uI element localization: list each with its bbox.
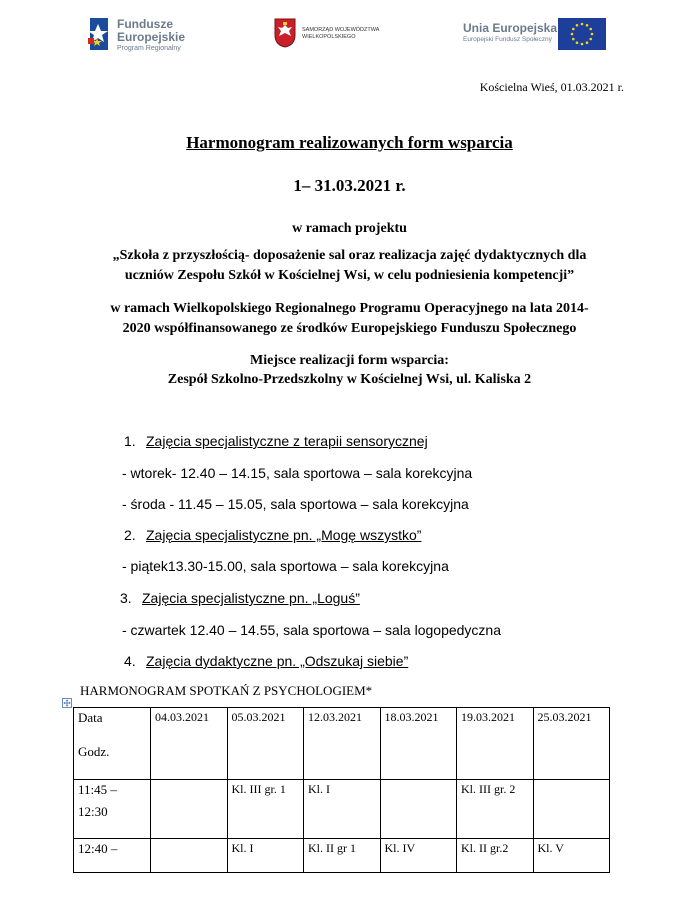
project-intro: w ramach projektu: [292, 221, 407, 236]
table-row: [74, 839, 610, 873]
wielkopolska-logo: [274, 18, 384, 58]
corner-time-label: Godz.: [78, 744, 110, 759]
time-start: 12:40 –: [78, 841, 118, 856]
table-move-handle-icon[interactable]: [62, 698, 72, 708]
time-end: 12:30: [78, 804, 108, 819]
item-number: 2.: [124, 527, 136, 543]
corner-cell: [74, 708, 151, 780]
item-4-heading: [124, 653, 408, 669]
date-header: 25.03.2021: [533, 708, 610, 780]
document-title-text: Harmonogram realizowanych form wsparcia: [186, 133, 513, 152]
item-1-line-1: - wtorek- 12.40 – 14.15, sala sportowa – sala korekcyjna: [122, 465, 473, 481]
date-header: 04.03.2021: [151, 708, 228, 780]
logo-bar: [0, 12, 699, 62]
class-cell: [533, 780, 610, 839]
project-name-line1: „Szkoła z przyszłością- doposażenie sal oraz realizacja zajęć dydaktycznych dla: [112, 248, 587, 263]
class-cell: Kl. III gr. 2: [457, 780, 534, 839]
fe-star-icon: [88, 16, 112, 54]
item-1-heading: [124, 433, 428, 449]
schedule-title: HARMONOGRAM SPOTKAŃ Z PSYCHOLOGIEM*: [80, 683, 373, 698]
item-3-heading: [120, 590, 360, 606]
eu-flag-icon: [558, 18, 606, 50]
class-cell: Kl. V: [533, 839, 610, 873]
place-date: Kościelna Wieś, 01.03.2021 r.: [479, 80, 624, 94]
schedule-table: [73, 707, 610, 873]
corner-date-label: Data: [78, 710, 103, 725]
ue-line2: Europejski Fundusz Społeczny: [463, 36, 552, 43]
item-1-line-2: - środa - 11.45 – 15.05, sala sportowa – sala korekcyjna: [122, 496, 469, 512]
item-title: Zajęcia specjalistyczne pn. „Loguś”: [142, 590, 360, 606]
class-cell: Kl. II gr.2: [457, 839, 534, 873]
table-header-row: [74, 708, 610, 780]
item-number: 1.: [124, 433, 136, 449]
fe-line1: Fundusze: [117, 17, 173, 31]
date-header: 12.03.2021: [304, 708, 381, 780]
document-title: [0, 133, 699, 153]
class-cell: [151, 839, 228, 873]
item-number: 3.: [120, 590, 132, 606]
class-cell: [151, 780, 228, 839]
time-cell: [74, 839, 151, 873]
program-line2: 2020 współfinansowanego ze środków Europejskiego Funduszu Społecznego: [122, 321, 577, 336]
date-header: 18.03.2021: [380, 708, 457, 780]
fundusze-europejskie-logo: [88, 16, 198, 60]
place-value: Zespół Szkolno-Przedszkolny w Kościelnej Wsi, ul. Kaliska 2: [167, 372, 532, 387]
place-label: Miejsce realizacji form wsparcia:: [250, 353, 449, 368]
table-row: [74, 780, 610, 839]
class-cell: Kl. I: [227, 839, 304, 873]
ue-line1: Unia Europejska: [463, 21, 558, 35]
class-cell: Kl. IV: [380, 839, 457, 873]
item-title: Zajęcia specjalistyczne z terapii sensorycznej: [146, 433, 428, 449]
time-cell: [74, 780, 151, 839]
wlkp-line2: WIELKOPOLSKIEGO: [302, 34, 356, 40]
wlkp-line1: SAMORZĄD WOJEWÓDZTWA: [302, 27, 380, 33]
class-cell: [380, 780, 457, 839]
item-title: Zajęcia specjalistyczne pn. „Mogę wszystko”: [146, 527, 422, 543]
item-title: Zajęcia dydaktyczne pn. „Odszukaj siebie”: [146, 653, 409, 669]
item-2-heading: [124, 527, 421, 543]
item-2-line-1: - piątek13.30-15.00, sala sportowa – sala korekcyjna: [122, 558, 449, 574]
item-3-line-1: - czwartek 12.40 – 14.55, sala sportowa – sala logopedyczna: [122, 622, 502, 638]
date-range: 1– 31.03.2021 r.: [293, 176, 406, 195]
fe-line2: Europejskie: [117, 30, 186, 44]
unia-europejska-logo: [463, 18, 613, 58]
fe-line3: Program Regionalny: [117, 45, 181, 52]
program-line1: w ramach Wielkopolskiego Regionalnego Programu Operacyjnego na lata 2014-: [110, 301, 589, 316]
item-number: 4.: [124, 653, 136, 669]
class-cell: Kl. III gr. 1: [227, 780, 304, 839]
project-name-line2: uczniów Zespołu Szkół w Kościelnej Wsi, w celu podniesienia kompetencji”: [124, 268, 575, 283]
class-cell: Kl. II gr 1: [304, 839, 381, 873]
shield-eagle-icon: [274, 18, 296, 48]
date-header: 05.03.2021: [227, 708, 304, 780]
time-start: 11:45 –: [78, 782, 117, 797]
class-cell: Kl. I: [304, 780, 381, 839]
date-header: 19.03.2021: [457, 708, 534, 780]
